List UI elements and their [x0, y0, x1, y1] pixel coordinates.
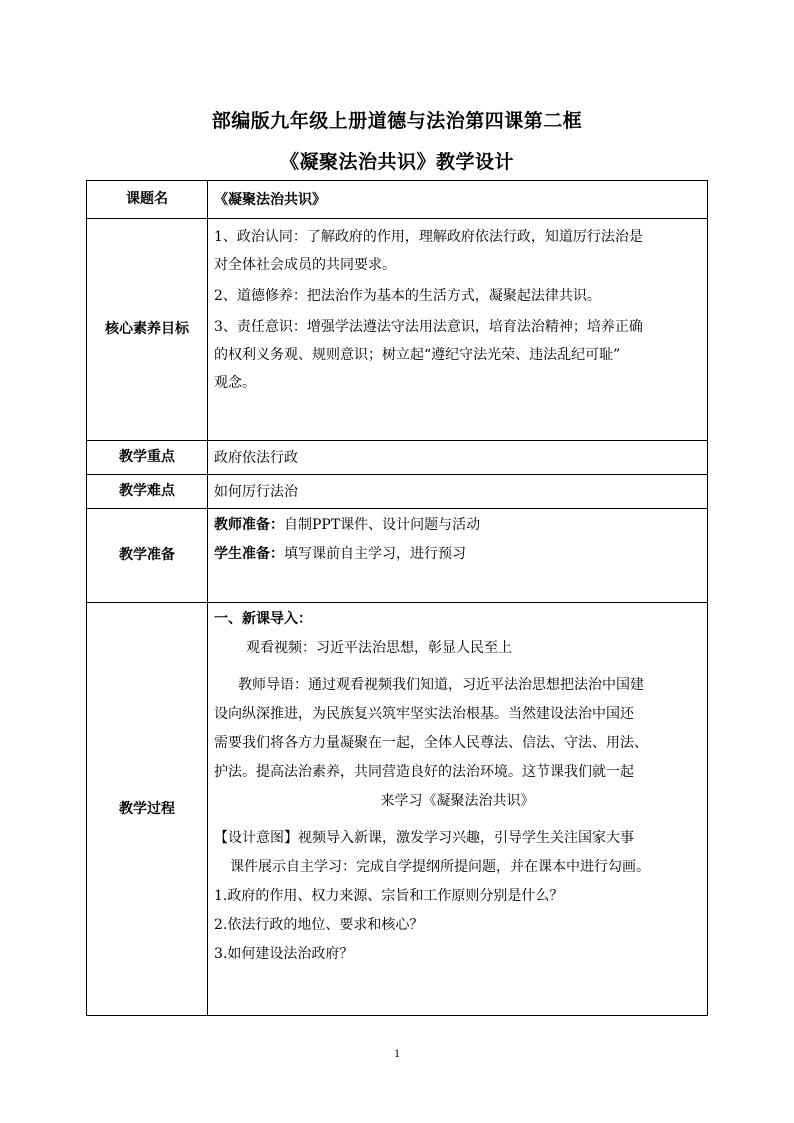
self-study-line: 课件展示自主学习：完成自学提纲所提问题，并在课本中进行勾画。 — [230, 859, 650, 875]
preparation-label: 教学准备 — [87, 509, 208, 603]
teacher-preparation — [214, 511, 701, 540]
question-item: 2.依法行政的地位、要求和核心？ — [214, 917, 424, 933]
guide-line: 设向纵深推进，为民族复兴筑牢坚实法治根基。当然建设法治中国还 — [214, 706, 634, 722]
teacher-prep-value: 自制PPT课件、设计问题与活动 — [284, 517, 481, 533]
core-goals-content — [208, 219, 708, 441]
table-row-process — [87, 603, 708, 1016]
preparation-content — [208, 509, 708, 603]
page-number: 1 — [394, 1046, 400, 1060]
table-row-preparation — [87, 509, 708, 603]
process-content — [208, 603, 708, 1016]
core-goal-line: 观念。 — [214, 375, 256, 391]
document-title-line2: 《凝聚法治共识》教学设计 — [279, 151, 514, 173]
table-row-core-goals — [87, 219, 708, 441]
key-point-value: 政府依法行政 — [208, 441, 708, 475]
guide-line: 需要我们将各方力量凝聚在一起，全体人民尊法、信法、守法、用法、 — [214, 735, 648, 751]
question-item: 1.政府的作用、权力来源、宗旨和工作原则分别是什么？ — [214, 888, 564, 904]
student-prep-label: 学生准备： — [214, 546, 284, 562]
table-row-difficulty — [87, 475, 708, 509]
topic-label: 课题名 — [87, 181, 208, 219]
student-preparation — [214, 540, 701, 569]
key-point-label: 教学重点 — [87, 441, 208, 475]
design-intent: 【设计意图】视频导入新课，激发学习兴趣，引导学生关注国家大事 — [214, 830, 634, 846]
lesson-plan-table — [86, 180, 708, 1016]
section-title: 一、新课导入： — [214, 611, 312, 627]
core-goal-line: 2、道德修养：把法治作为基本的生活方式，凝聚起法律共识。 — [214, 288, 601, 304]
table-row-topic — [87, 181, 708, 219]
guide-line: 护法。提高法治素养，共同营造良好的法治环境。这节课我们就一起 — [214, 764, 634, 780]
process-label: 教学过程 — [87, 603, 208, 1016]
core-goal-line: 对全体社会成员的共同要求。 — [214, 257, 396, 273]
difficulty-value: 如何厉行法治 — [208, 475, 708, 509]
topic-value: 《凝聚法治共识》 — [208, 181, 708, 219]
video-line: 观看视频：习近平法治思想，彰显人民至上 — [246, 640, 512, 656]
guide-center-line: 来学习《凝聚法治共识》 — [380, 793, 535, 809]
core-goal-line: 3、责任意识：增强学法遵法守法用法意识，培育法治精神；培养正确 — [214, 319, 643, 335]
core-goals-label: 核心素养目标 — [87, 219, 208, 441]
table-row-key-point — [87, 441, 708, 475]
student-prep-value: 填写课前自主学习，进行预习 — [284, 546, 466, 562]
difficulty-label: 教学难点 — [87, 475, 208, 509]
core-goal-line: 的权利义务观、规则意识；树立起“遵纪守法光荣、违法乱纪可耻” — [214, 347, 621, 363]
core-goal-line: 1、政治认同：了解政府的作用，理解政府依法行政，知道厉行法治是 — [214, 229, 643, 245]
teacher-prep-label: 教师准备： — [214, 517, 284, 533]
guide-line: 教师导语：通过观看视频我们知道，习近平法治思想把法治中国建 — [238, 677, 644, 693]
question-item: 3.如何建设法治政府？ — [214, 946, 354, 962]
document-title-line1: 部编版九年级上册道德与法治第四课第二框 — [211, 110, 583, 132]
